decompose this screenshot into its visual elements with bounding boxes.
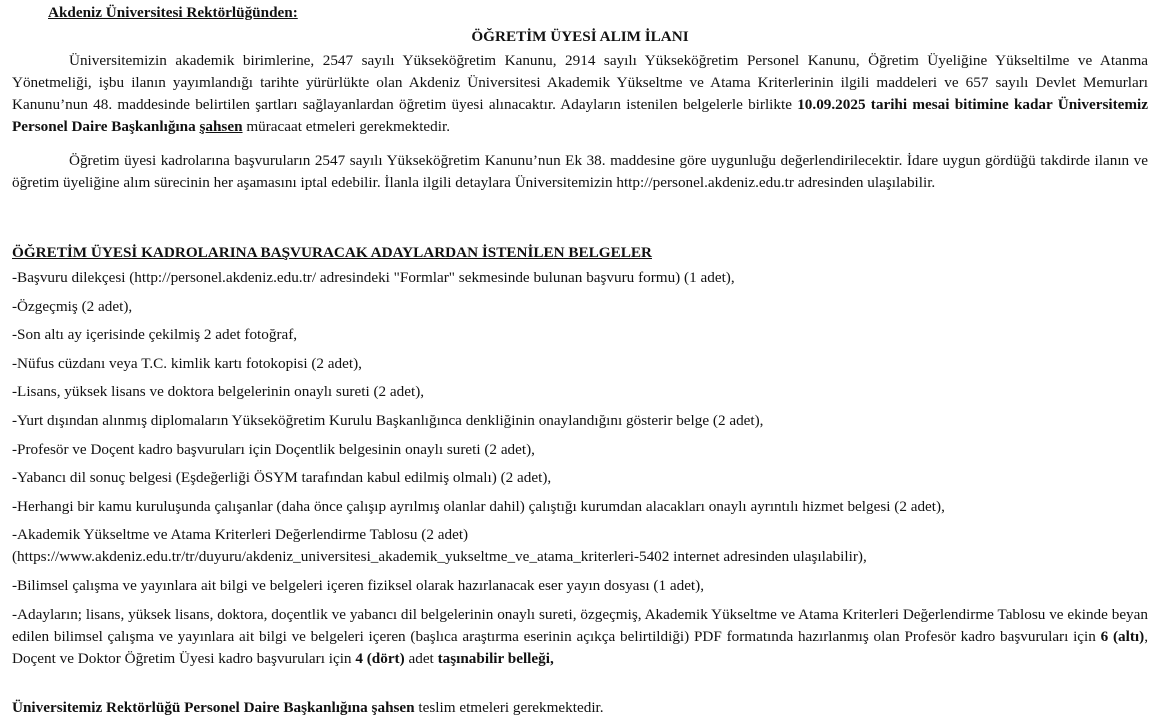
- requirement-item: -Son altı ay içerisinde çekilmiş 2 adet fotoğraf,: [12, 326, 298, 344]
- requirement-item: -Yurt dışından alınmış diplomaların Yükseköğretim Kurulu Başkanlığınca denkliğinin onaylandığını gösterir belge (2 adet),: [12, 411, 764, 429]
- usb-requirement-item: [12, 604, 1148, 670]
- submission-line: [12, 697, 604, 719]
- usb-label: taşınabilir belleği,: [437, 649, 554, 667]
- deadline-text: 10.09.2025 tarihi mesai bitimine kadar Üniversitemiz Personel Daire Başkanlığına: [12, 96, 1148, 135]
- evaluation-paragraph: Öğretim üyesi kadrolarına başvuruların 2547 sayılı Yükseköğretim Kanunu’nun Ek 38. maddesine göre uygunluğu değerlendirilecektir. İdare uygun gördüğü takdirde ilanın ve öğretim üyeliğine alım sürecinin her aşamasını iptal edebilir. İlanla ilgili detaylara Üniversitemizin http://personel.akdeniz.edu.tr adresinden ulaşılabilir.: [12, 152, 1148, 191]
- requirement-item: -Özgeçmiş (2 adet),: [12, 297, 133, 315]
- portfolio-item: -Bilimsel çalışma ve yayınlara ait bilgi ve belgeleri içeren fiziksel olarak hazırlanacak eser yayın dosyası (1 adet),: [12, 576, 705, 594]
- submission-tail: teslim etmeleri gerekmektedir.: [418, 699, 604, 716]
- in-person-text: şahsen: [199, 118, 243, 135]
- requirements-title: ÖĞRETİM ÜYESİ KADROLARINA BAŞVURACAK ADAYLARDAN İSTENİLEN BELGELER: [12, 244, 652, 261]
- requirement-item: -Nüfus cüzdanı veya T.C. kimlik kartı fotokopisi (2 adet),: [12, 354, 362, 372]
- submission-office: Üniversitemiz Rektörlüğü Personel Daire Başkanlığına şahsen: [12, 699, 415, 716]
- requirement-item: -Herhangi bir kamu kuruluşunda çalışanlar (daha önce çalışıp ayrılmış olanlar dahil) çalıştığı kurumdan alacakları onaylı ayrıntılı hizmet belgesi (2 adet),: [12, 497, 945, 515]
- requirement-item: -Profesör ve Doçent kadro başvuruları için Doçentlik belgesinin onaylı sureti (2 adet),: [12, 440, 535, 458]
- requirement-item: -Yabancı dil sonuç belgesi (Eşdeğerliği ÖSYM tarafından kabul edilmiş olmalı) (2 adet),: [12, 469, 552, 487]
- intro-paragraph: [12, 50, 1148, 138]
- issuer-header: Akdeniz Üniversitesi Rektörlüğünden:: [48, 4, 298, 21]
- requirement-item: -Lisans, yüksek lisans ve doktora belgelerinin onaylı sureti (2 adet),: [12, 383, 425, 401]
- intro-tail: müracaat etmeleri gerekmektedir.: [246, 118, 450, 135]
- requirement-item: -Başvuru dilekçesi (http://personel.akdeniz.edu.tr/ adresindeki "Formlar" sekmesinde bulunan başvuru formu) (1 adet),: [12, 269, 735, 286]
- professor-count: 6 (altı): [1100, 627, 1145, 645]
- usb-requirement-text: -Adayların; lisans, yüksek lisans, doktora, doçentlik ve yabancı dil belgelerinin onaylı sureti, özgeçmiş, Akademik Yükseltme ve Atama Kriterleri Değerlendirme Tablosu ve ekinde beyan edilen bilimsel çalışma ve yayınlara ait bilgi ve belgeleri içeren (başlıca araştırma eserinin açıkça belirtildiği) PDF formatında hazırlanmış olan Profesör kadro başvuruları için: [12, 605, 1148, 645]
- criteria-table-url: (https://www.akdeniz.edu.tr/tr/duyuru/akdeniz_universitesi_akademik_yukseltme_ve_atama_kriterleri-5402 internet adresinden ulaşılabilir),: [12, 548, 867, 566]
- adet-word: adet: [408, 649, 434, 667]
- criteria-table-label: -Akademik Yükseltme ve Atama Kriterleri Değerlendirme Tablosu (2 adet): [12, 526, 469, 544]
- intro-text: Üniversitemizin akademik birimlerine, 2547 sayılı Yükseköğretim Kanunu, 2914 sayılı Yükseköğretim Personel Kanunu, Öğretim Üyeliğine Yükseltilme ve Atanma Yönetmeliği, işbu ilanın yayımlandığı tarihte yürürlükte olan Akdeniz Üniversitesi Akademik Yükseltme ve Atama Kriterlerinin ilgili maddeleri ve 657 sayılı Devlet Memurları Kanunu’nun 48. maddesinde belirtilen şartları sağlayanlardan öğretim üyesi alınacaktır. Adayların istenilen belgelerle birlikte: [12, 52, 1148, 113]
- announcement-title: ÖĞRETİM ÜYESİ ALIM İLANI: [471, 28, 689, 45]
- usb-requirement-mid: , Doçent ve Doktor Öğretim Üyesi kadro başvuruları için: [12, 627, 1148, 667]
- other-count: 4 (dört): [355, 649, 405, 667]
- requirements-list: [12, 267, 1148, 676]
- criteria-table-item: [12, 524, 1148, 568]
